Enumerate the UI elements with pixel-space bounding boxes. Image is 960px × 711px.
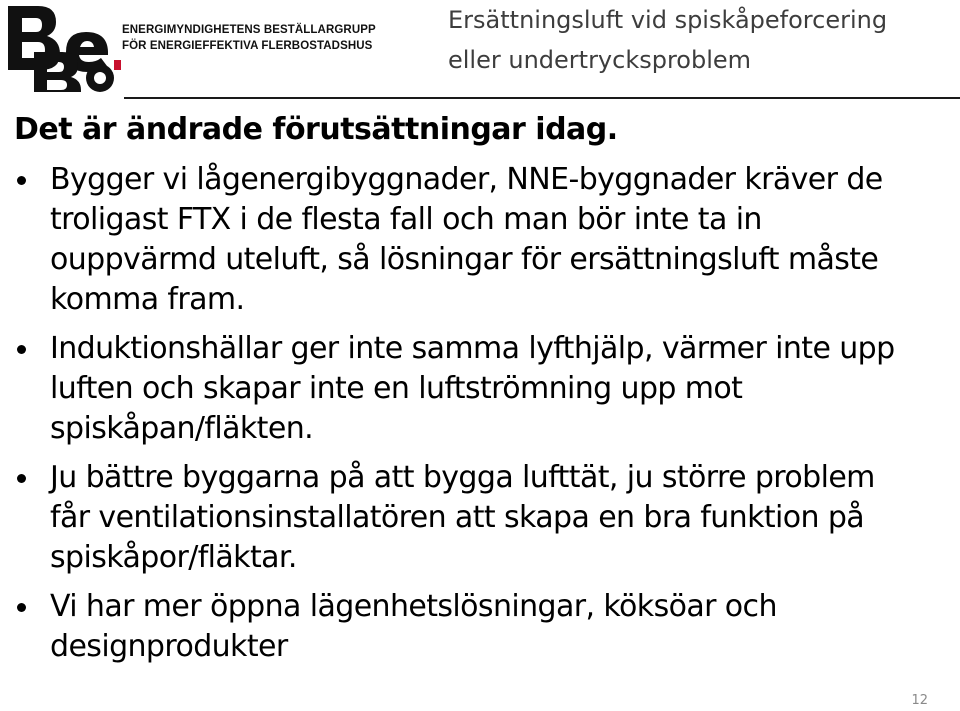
bullet-text: Bygger vi lågenergibyggnader, NNE-byggnader kräver de troligast FTX i de flesta fall och man bör inte ta in ouppvärmd uteluft, så lösningar för ersättningsluft måste komma fram. [50, 162, 883, 317]
page-number: 12 [911, 693, 928, 708]
bullet-item [0, 458, 910, 578]
bullet-text: Vi har mer öppna lägenhetslösningar, köksöar och designprodukter [50, 589, 777, 664]
bullet-text: Induktionshällar ger inte samma lyfthjälp, värmer inte upp luften och skapar inte en luftströmning upp mot spiskåpan/fläkten. [50, 331, 895, 446]
slide-title [448, 0, 948, 80]
bebo-logo [4, 2, 122, 94]
bullet-list [0, 160, 960, 676]
org-name [122, 22, 376, 54]
bullet-text: Ju bättre byggarna på att bygga lufttät, ju större problem får ventilationsinstallatören att skapa en bra funktion på spiskåpor/fläktar. [50, 460, 875, 575]
org-line-1: ENERGIMYNDIGHETENS BESTÄLLARGRUPP [122, 24, 376, 36]
slide-title-line-2: eller undertrycksproblem [448, 46, 752, 74]
org-line-2: FÖR ENERGIEFFEKTIVA FLERBOSTADSHUS [122, 40, 373, 52]
header-divider [124, 97, 960, 99]
bullet-item [0, 160, 910, 320]
bullet-item [0, 329, 910, 449]
section-heading: Det är ändrade förutsättningar idag. [14, 112, 618, 147]
bullet-icon [17, 176, 26, 185]
bullet-icon [17, 474, 26, 483]
bullet-item [0, 587, 910, 667]
bullet-icon [17, 345, 26, 354]
bullet-icon [17, 603, 26, 612]
slide-title-line-1: Ersättningsluft vid spiskåpeforcering [448, 6, 888, 34]
